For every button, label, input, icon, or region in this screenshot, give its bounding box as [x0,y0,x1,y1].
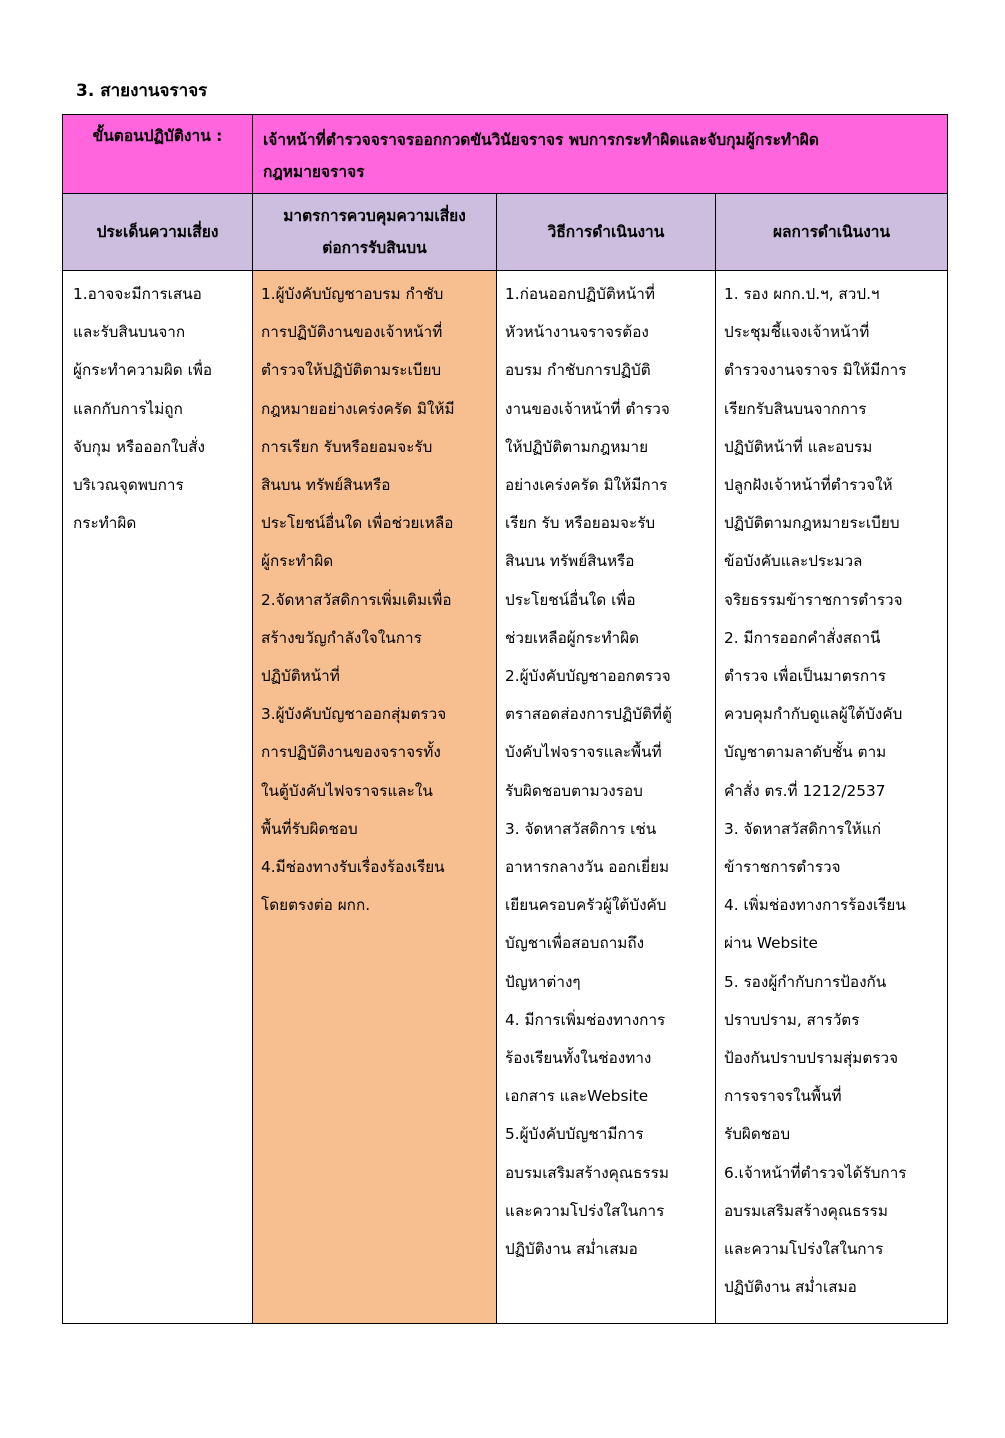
step-description: เจ้าหน้าที่ตำรวจจราจรออกกวดขันวินัยจราจร พบการกระทำผิดและจับกุมผู้กระทำผิด กฎหมายจราจร [263,131,819,181]
methods-text: 1.ก่อนออกปฏิบัติหน้าที่ หัวหน้างานจราจรต้อง อบรม กำชับการปฏิบัติ งานของเจ้าหน้าที่ ตำรวจ ให้ปฏิบัติตามกฎหมาย อย่างเคร่งครัด มิให้มีการ เรียก รับ หรือยอมจะรับ สินบน ทรัพย์สินหรือ ประโยชน์อื่นใด เพื่อ ช่วยเหลือผู้กระทำผิด 2.ผู้บังคับบัญชาออกตรวจ ตราสอดส่องการปฏิบัติที่ตู้ บังคับไฟจราจรและพื้นที่ รับผิดชอบตามวงรอบ 3. จัดหาสวัสดิการ เช่น อาหารกลางวัน ออกเยี่ยม เยียนครอบครัวผู้ใต้บังคับ บัญชาเพื่อสอบถามถึง ปัญหาต่างๆ 4. มีการเพิ่มช่องทางการ ร้องเรียนทั้งในช่องทาง เอกสาร และWebsite 5.ผู้บังคับบัญชามีการ อบรมเสริมสร้างคุณธรรม และความโปร่งใสในการ ปฏิบัติงาน สม่ำเสมอ [505,285,672,1259]
column-header-risk-label: ประเด็นความเสี่ยง [96,223,219,241]
risk-cell [63,271,253,1324]
header-row [63,194,948,271]
column-header-methods [497,194,716,271]
measures-text: 1.ผู้บังคับบัญชาอบรม กำชับ การปฏิบัติงานของเจ้าหน้าที่ ตำรวจให้ปฏิบัติตามระเบียบ กฎหมายอย่างเคร่งครัด มิให้มี การเรียก รับหรือยอมจะรับ สินบน ทรัพย์สินหรือ ประโยชน์อื่นใด เพื่อช่วยเหลือ ผู้กระทำผิด 2.จัดหาสวัสดิการเพิ่มเติมเพื่อ สร้างขวัญกำลังใจในการ ปฏิบัติหน้าที่ 3.ผู้บังคับบัญชาออกสุ่มตรวจ การปฏิบัติงานของจราจรทั้ง ในตู้บังคับไฟจราจรและใน พื้นที่รับผิดชอบ 4.มีช่องทางรับเรื่องร้องเรียน โดยตรงต่อ ผกก. [261,285,455,915]
results-text: 1. รอง ผกก.ป.ฯ, สวป.ฯ ประชุมชี้แจงเจ้าหน้าที่ ตำรวจงานจราจร มิให้มีการ เรียกรับสินบนจากการ ปฏิบัติหน้าที่ และอบรม ปลูกฝังเจ้าหน้าที่ตำรวจให้ ปฏิบัติตามกฎหมายระเบียบ ข้อบังคับและประมวล จริยธรรมข้าราชการตำรวจ 2. มีการออกคำสั่งสถานี ตำรวจ เพื่อเป็นมาตรการ ควบคุมกำกับดูแลผู้ใต้บังคับ บัญชาตามลาดับชั้น ตาม คำสั่ง ตร.ที่ 1212/2537 3. จัดหาสวัสดิการให้แก่ ข้าราชการตำรวจ 4. เพิ่มช่องทางการร้องเรียน ผ่าน Website 5. รองผู้กำกับการป้องกัน ปราบปราม, สารวัตร ป้องกันปราบปรามสุ่มตรวจ การจราจรในพื้นที่ รับผิดชอบ 6.เจ้าหน้าที่ตำรวจได้รับการ อบรมเสริมสร้างคุณธรรม และความโปร่งใสในการ ปฏิบัติงาน สม่ำเสมอ [724,285,907,1297]
step-label: ขั้นตอนปฏิบัติงาน : [92,127,223,145]
column-header-results-label: ผลการดำเนินงาน [772,223,891,241]
section-title: 3. สายงานจราจร [76,81,208,101]
risk-control-table [62,114,948,1324]
step-row [63,115,948,194]
results-cell [716,271,948,1324]
column-header-risk [63,194,253,271]
column-header-measures-label: มาตรการควบคุมความเสี่ยง ต่อการรับสินบน [283,207,466,257]
content-row [63,271,948,1324]
measures-cell [253,271,497,1324]
risk-text: 1.อาจจะมีการเสนอ และรับสินบนจาก ผู้กระทำความผิด เพื่อ แลกกับการไม่ถูก จับกุม หรือออกใบสั่ง บริเวณจุดพบการ กระทำผิด [73,285,213,533]
column-header-measures [253,194,497,271]
step-label-cell [63,115,253,194]
methods-cell [497,271,716,1324]
step-value-cell [253,115,948,194]
column-header-methods-label: วิธีการดำเนินงาน [547,223,665,241]
column-header-results [716,194,948,271]
